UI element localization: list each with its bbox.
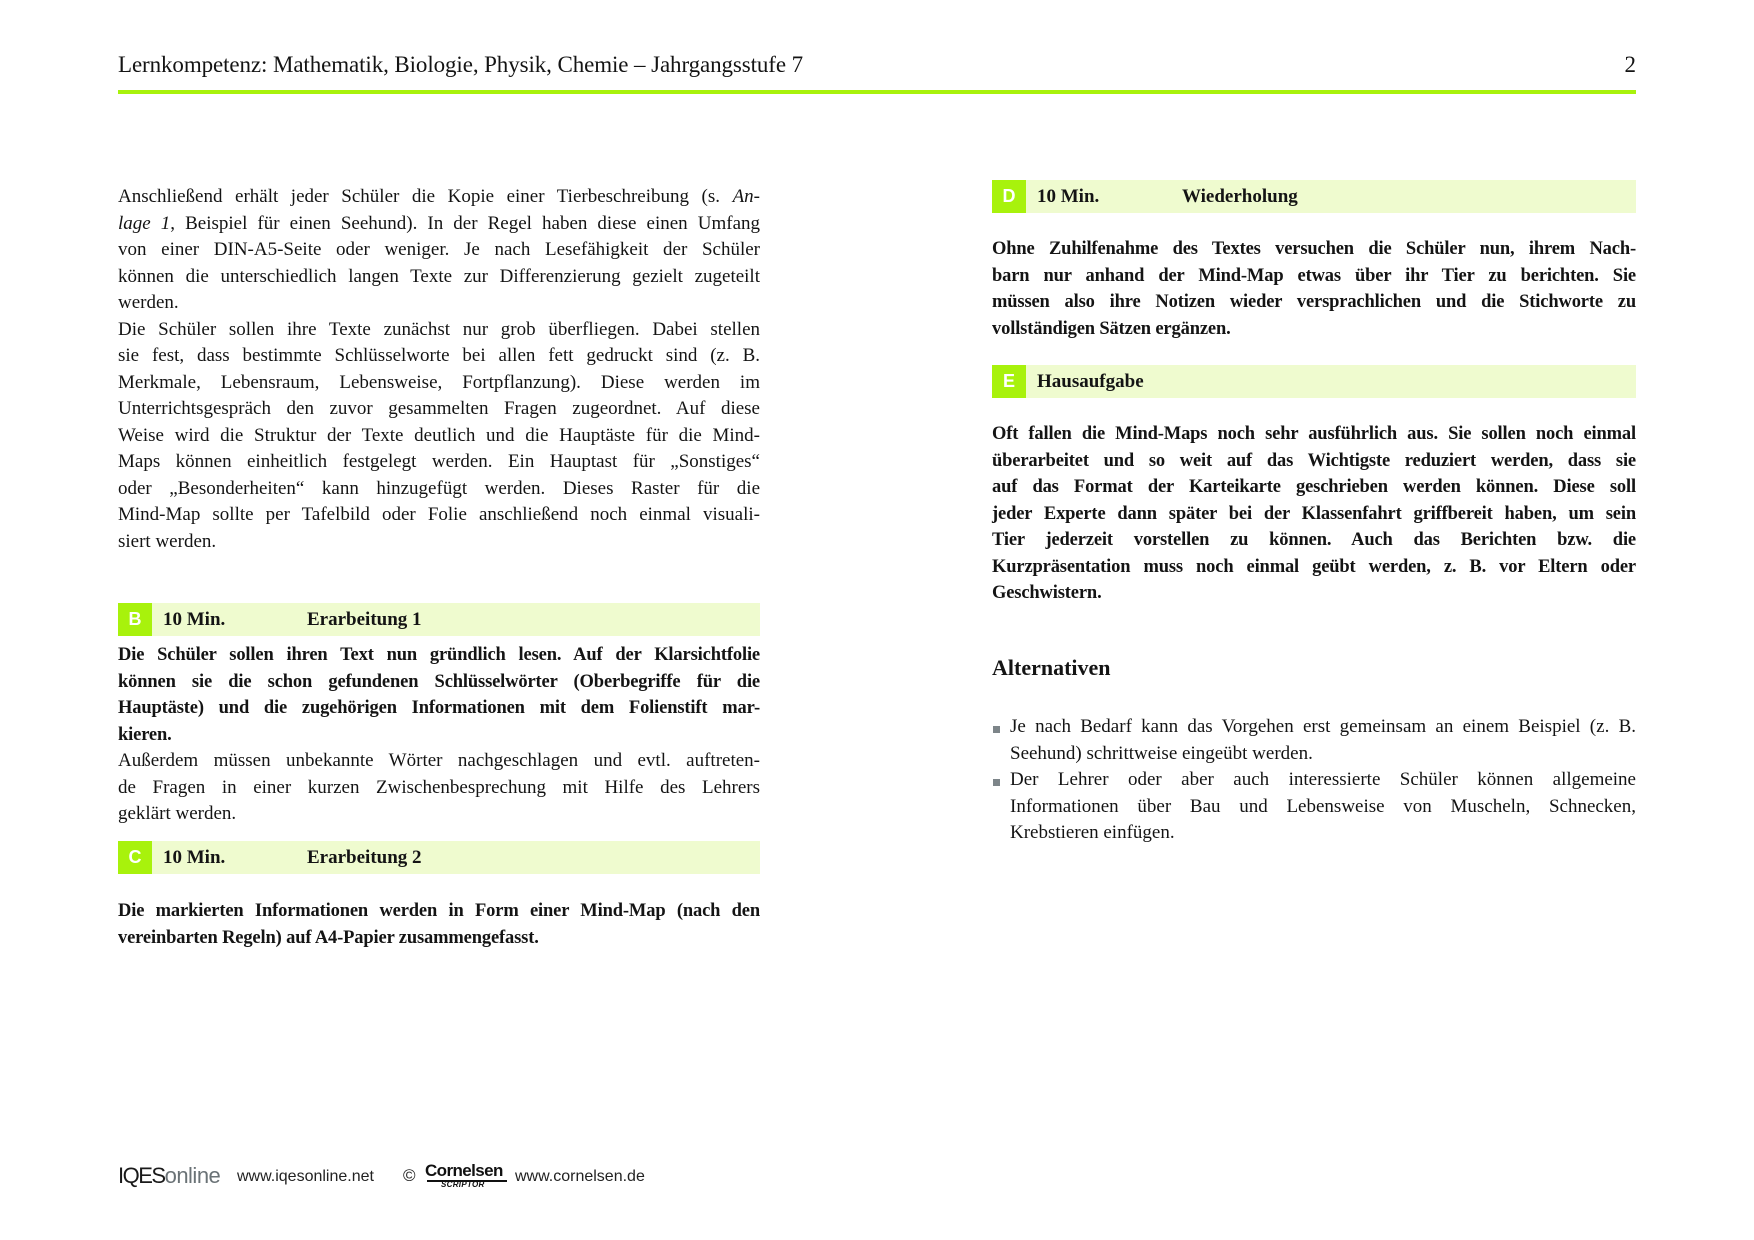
text-line: Seehund) schrittweise eingeübt werden.	[1010, 742, 1313, 764]
section-badge-b: B	[118, 603, 152, 636]
text-line: Oft fallen die Mind-Maps noch sehr ausführlich aus. Sie sollen noch einmal	[992, 424, 1636, 444]
section-b-title: Erarbeitung 1	[307, 609, 422, 630]
text-line: Krebstieren einfügen.	[1010, 822, 1175, 843]
appendix-reference: An-	[732, 186, 760, 207]
text-line: Anschließend erhält jeder Schüler die Kopie einer Tierbeschreibung (s. An-	[118, 186, 760, 207]
section-e-title: Hausaufgabe	[1037, 371, 1144, 392]
text-line: überarbeitet und so weit auf das Wichtigste reduziert werden, dass sie	[992, 450, 1636, 471]
section-d-bold-text	[992, 236, 1636, 342]
text-line: Kurzpräsentation muss noch einmal geübt werden, z. B. vor Eltern oder	[992, 556, 1636, 577]
section-badge-e: E	[992, 365, 1026, 398]
section-badge-c: C	[118, 841, 152, 874]
text-line: können die unterschiedlich langen Texte zur Differenzierung gezielt zugeteilt	[118, 265, 760, 287]
text-line: vollständigen Sätzen ergänzen.	[992, 318, 1231, 339]
text-line: Der Lehrer oder aber auch interessierte Schüler können allgemeine	[1010, 769, 1636, 790]
intro-paragraph-1	[118, 184, 760, 317]
text-line: Maps können einheitlich festgelegt werden. Ein Hauptast für „Sonstiges“	[118, 451, 760, 472]
section-d-header	[992, 180, 1636, 213]
text-line: kieren.	[118, 724, 172, 745]
section-c-title: Erarbeitung 2	[307, 847, 422, 868]
text-line: Merkmale, Lebensraum, Lebensweise, Fortpflanzung). Diese werden im	[118, 371, 760, 393]
page-number: 2	[1624, 52, 1636, 77]
alternatives-list	[992, 714, 1636, 847]
text-line: Die Schüler sollen ihre Texte zunächst nur grob überfliegen. Dabei stellen	[118, 318, 760, 340]
text-line: de Fragen in einer kurzen Zwischenbesprechung mit Hilfe des Lehrers	[118, 776, 760, 798]
text-line: jeder Experte dann später bei der Klassenfahrt griffbereit haben, um sein	[992, 503, 1636, 524]
text-line: Geschwistern.	[992, 583, 1102, 603]
text-line: Außerdem müssen unbekannte Wörter nachgeschlagen und evtl. auftreten-	[118, 750, 760, 771]
alternatives-heading: Alternativen	[992, 655, 1111, 680]
section-c-duration: 10 Min.	[163, 847, 226, 868]
iqes-online-logo	[118, 1163, 220, 1189]
text-line: barn nur anhand der Mind-Map etwas über ihr Tier zu berichten. Sie	[992, 265, 1636, 286]
section-d-duration: 10 Min.	[1037, 186, 1100, 207]
square-bullet-icon	[993, 779, 1000, 786]
text-line: Unterrichtsgespräch den zuvor gesammelten Fragen zugeordnet. Auf diese	[118, 398, 760, 419]
section-b-text	[118, 748, 760, 828]
cornelsen-website-link[interactable]: www.cornelsen.de	[515, 1168, 645, 1185]
text-line: auf das Format der Karteikarte geschrieben werden können. Diese soll	[992, 477, 1636, 497]
iqes-logo-online-text: online	[164, 1163, 221, 1188]
header-rule	[118, 90, 1636, 94]
text-line: sie fest, dass bestimmte Schlüsselworte bei allen fett gedruckt sind (z. B.	[118, 345, 760, 366]
cornelsen-scriptor-logo	[425, 1163, 509, 1191]
document-running-title: Lernkompetenz: Mathematik, Biologie, Physik, Chemie – Jahrgangsstufe 7	[118, 52, 804, 77]
text-line: lage 1, Beispiel für einen Seehund). In der Regel haben diese einen Umfang	[118, 212, 760, 234]
section-b-bold-text	[118, 642, 760, 748]
text-line: Je nach Bedarf kann das Vorgehen erst gemeinsam an einem Beispiel (z. B.	[1010, 716, 1636, 737]
text-line: Ohne Zuhilfenahme des Textes versuchen die Schüler nun, ihrem Nach-	[992, 239, 1636, 259]
section-e-bold-text	[992, 421, 1636, 607]
text-line: geklärt werden.	[118, 803, 237, 824]
text-line: von einer DIN-A5-Seite oder weniger. Je nach Lesefähigkeit der Schüler	[118, 239, 760, 260]
alternatives-item-text	[1010, 714, 1636, 767]
text-line: Informationen über Bau und Lebensweise von Muscheln, Schnecken,	[1010, 795, 1636, 817]
text-line: vereinbarten Regeln) auf A4-Papier zusammengefasst.	[118, 927, 539, 948]
iqes-logo-text: IQES	[118, 1163, 165, 1188]
text-line: siert werden.	[118, 530, 217, 552]
text-line: Tier jederzeit vorstellen zu können. Auch das Berichten bzw. die	[992, 530, 1636, 550]
text-line: Hauptäste) und die zugehörigen Informationen mit dem Folienstift mar-	[118, 698, 760, 718]
section-c-header	[118, 841, 760, 874]
scriptor-logo-text: SCRIPTOR	[441, 1180, 485, 1189]
iqes-website-link[interactable]: www.iqesonline.net	[237, 1168, 374, 1185]
text-line: Die markierten Informationen werden in Form einer Mind-Map (nach den	[118, 901, 760, 921]
text-line: müssen also ihre Notizen wieder versprachlichen und die Stichworte zu	[992, 292, 1636, 312]
square-bullet-icon	[993, 726, 1000, 733]
text-line: können sie die schon gefundenen Schlüsselwörter (Oberbegriffe für die	[118, 671, 760, 692]
section-d-title: Wiederholung	[1182, 186, 1298, 207]
text-line: Die Schüler sollen ihren Text nun gründlich lesen. Auf der Klarsichtfolie	[118, 645, 760, 665]
section-badge-d: D	[992, 180, 1026, 213]
alternatives-item	[992, 714, 1636, 767]
alternatives-item	[992, 767, 1636, 847]
text-line: Mind-Map sollte per Tafelbild oder Folie anschließend noch einmal visuali-	[118, 504, 760, 525]
cornelsen-logo-text: Cornelsen	[425, 1161, 503, 1180]
intro-paragraph-2	[118, 317, 760, 556]
text-line: Weise wird die Struktur der Texte deutlich und die Hauptäste für die Mind-	[118, 424, 760, 446]
appendix-reference: lage 1	[118, 212, 171, 234]
alternatives-item-text	[1010, 767, 1636, 847]
text-line: werden.	[118, 292, 179, 313]
text-line: oder „Besonderheiten“ kann hinzugefügt werden. Dieses Raster für die	[118, 477, 760, 499]
section-b-duration: 10 Min.	[163, 609, 226, 630]
section-b-header	[118, 603, 760, 636]
section-e-header	[992, 365, 1636, 398]
section-c-bold-text	[118, 898, 760, 951]
copyright-icon: ©	[403, 1166, 416, 1185]
